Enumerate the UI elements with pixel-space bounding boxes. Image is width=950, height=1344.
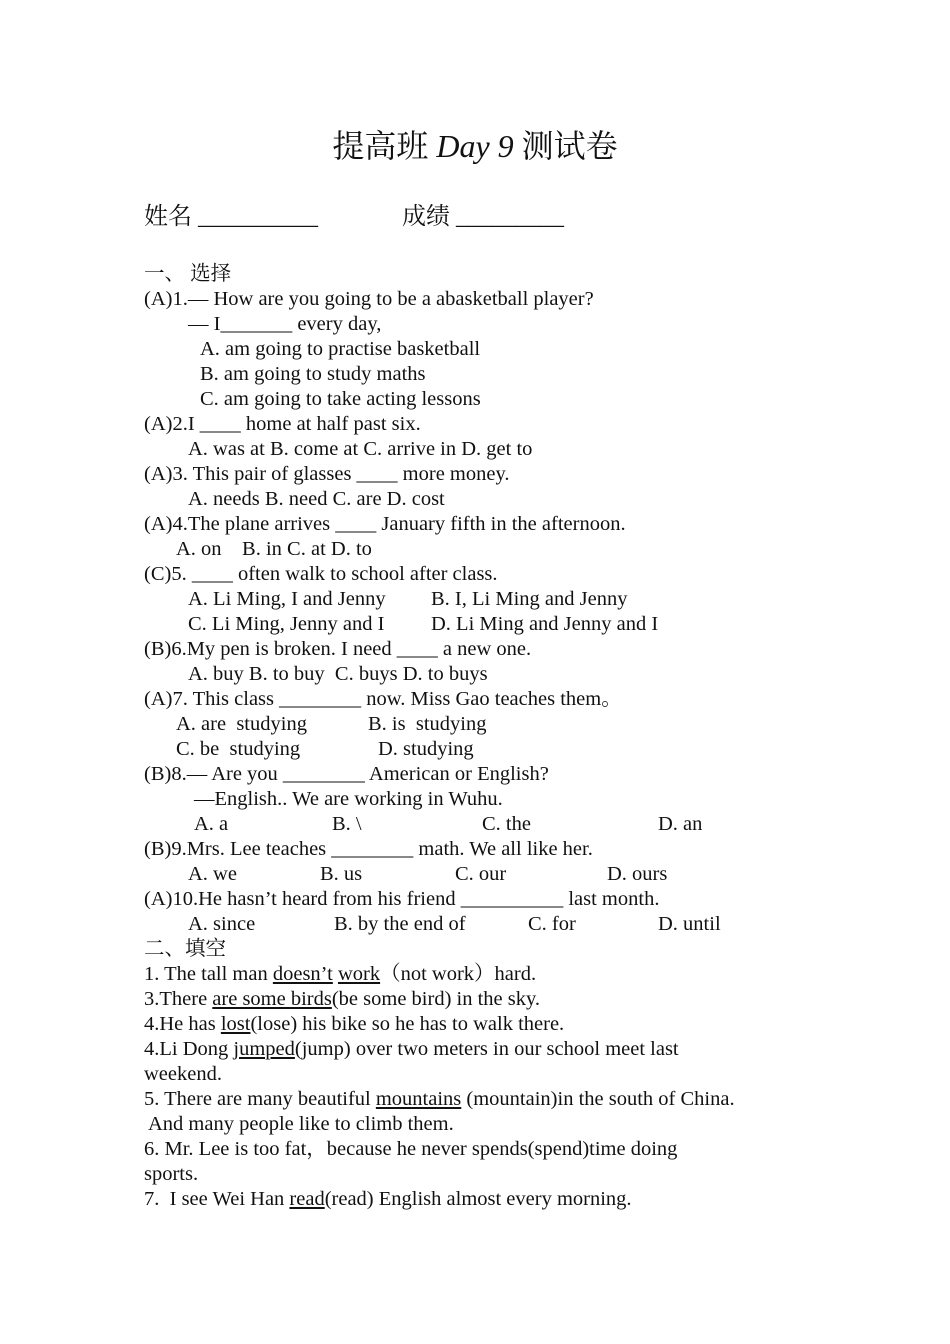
q2-options: A. was at B. come at C. arrive in D. get to: [188, 438, 533, 460]
q7-option-b: B. is studying: [368, 713, 487, 735]
fill-5-post: (mountain)in the south of China.: [461, 1088, 735, 1110]
section2-heading: 二、填空: [144, 938, 226, 960]
q5-option-c: C. Li Ming, Jenny and I: [188, 613, 385, 635]
fill-5-answer: mountains: [375, 1088, 462, 1110]
fill-4a-post: (lose) his bike so he has to walk there.: [250, 1013, 565, 1035]
fill-item-4b: [144, 1037, 679, 1062]
q7-option-d: D. studying: [378, 738, 474, 760]
fill-item-4a: [144, 1012, 564, 1037]
q5-options-row1: [188, 587, 788, 612]
q7-option-a: A. are studying: [176, 713, 307, 735]
q8-reply: —English.. We are working in Wuhu.: [194, 788, 503, 810]
q5-option-b: B. I, Li Ming and Jenny: [431, 588, 628, 610]
q5-options-row2: [188, 612, 788, 637]
title-day: Day 9: [436, 128, 514, 164]
name-blank: __________: [198, 204, 318, 230]
score-field: [402, 199, 564, 235]
fill-item-5: [144, 1087, 735, 1112]
q7-stem: (A)7. This class ________ now. Miss Gao teaches them。: [144, 688, 622, 710]
fill-item-4b-continued: weekend.: [144, 1063, 222, 1085]
name-label: 姓名: [144, 204, 192, 230]
q6-stem: (B)6.My pen is broken. I need ____ a new one.: [144, 638, 532, 660]
fill-item-7: [144, 1187, 632, 1212]
q8-options: [194, 812, 754, 837]
q1-reply: — I_______ every day,: [188, 313, 382, 335]
q1-option-b: B. am going to study maths: [200, 363, 426, 385]
fill-7-answer: read: [289, 1188, 325, 1210]
q3-options: A. needs B. need C. are D. cost: [188, 488, 445, 510]
q9-option-c: C. our: [455, 863, 507, 885]
fill-3-pre: 3.There: [144, 988, 213, 1010]
q2-stem: (A)2.I ____ home at half past six.: [144, 413, 421, 435]
q10-stem: (A)10.He hasn’t heard from his friend __________ last month.: [144, 888, 660, 910]
fill-4b-post: (jump) over two meters in our school meet last: [294, 1038, 679, 1060]
fill-7-pre: 7. I see Wei Han: [144, 1188, 290, 1210]
fill-4a-answer: lost: [220, 1013, 251, 1035]
fill-1-pre: 1. The tall man: [144, 963, 273, 985]
q1-option-c: C. am going to take acting lessons: [200, 388, 481, 410]
title-prefix: 提高班: [332, 128, 429, 164]
q6-options: A. buy B. to buy C. buys D. to buys: [188, 663, 488, 685]
fill-3-post: (be some bird) in the sky.: [331, 988, 541, 1010]
q10-options: [188, 912, 768, 937]
q7-options-row2: [176, 737, 676, 762]
q10-option-b: B. by the end of: [334, 913, 466, 935]
fill-item-3: [144, 987, 540, 1012]
q10-option-d: D. until: [658, 913, 721, 935]
q8-stem: (B)8.— Are you ________ American or English?: [144, 763, 549, 785]
q8-option-d: D. an: [658, 813, 703, 835]
fill-4b-answer: jumped: [233, 1038, 295, 1060]
q8-option-b: B. \: [332, 813, 362, 835]
fill-1-post: （not work）hard.: [380, 963, 537, 985]
q5-stem: (C)5. ____ often walk to school after class.: [144, 563, 498, 585]
q5-option-d: D. Li Ming and Jenny and I: [431, 613, 659, 635]
q8-option-a: A. a: [194, 813, 229, 835]
fill-5-pre: 5. There are many beautiful: [144, 1088, 376, 1110]
q9-option-d: D. ours: [607, 863, 668, 885]
q4-stem: (A)4.The plane arrives ____ January fifth in the afternoon.: [144, 513, 626, 535]
q1-stem: (A)1.— How are you going to be a abasketball player?: [144, 288, 594, 310]
fill-4b-pre: 4.Li Dong: [144, 1038, 234, 1060]
fill-item-1: [144, 962, 536, 987]
page-title: [0, 124, 950, 168]
q8-option-c: C. the: [482, 813, 531, 835]
name-field: [144, 199, 318, 235]
fill-item-6: 6. Mr. Lee is too fat，because he never spends(spend)time doing: [144, 1138, 678, 1160]
q9-stem: (B)9.Mrs. Lee teaches ________ math. We all like her.: [144, 838, 593, 860]
section1-heading: 一、 选择: [144, 263, 232, 285]
q9-option-b: B. us: [320, 863, 363, 885]
fill-7-post: (read) English almost every morning.: [324, 1188, 632, 1210]
q9-options: [188, 862, 748, 887]
q5-option-a: A. Li Ming, I and Jenny: [188, 588, 386, 610]
title-suffix: 测试卷: [521, 128, 618, 164]
fill-1-answer-1: doesn’t: [272, 963, 333, 985]
score-blank: _________: [456, 204, 564, 230]
fill-3-answer: are some birds: [212, 988, 332, 1010]
score-label: 成绩: [402, 204, 450, 230]
fill-4a-pre: 4.He has: [144, 1013, 221, 1035]
q7-option-c: C. be studying: [176, 738, 301, 760]
fill-1-answer-2: work: [337, 963, 381, 985]
fill-item-5-continued: And many people like to climb them.: [144, 1113, 454, 1135]
q4-options: A. on B. in C. at D. to: [176, 538, 372, 560]
fill-item-6-continued: sports.: [144, 1163, 199, 1185]
q7-options-row1: [176, 712, 676, 737]
q9-option-a: A. we: [188, 863, 237, 885]
q1-option-a: A. am going to practise basketball: [200, 338, 481, 360]
q10-option-c: C. for: [528, 913, 576, 935]
q3-stem: (A)3. This pair of glasses ____ more money.: [144, 463, 510, 485]
q10-option-a: A. since: [188, 913, 256, 935]
